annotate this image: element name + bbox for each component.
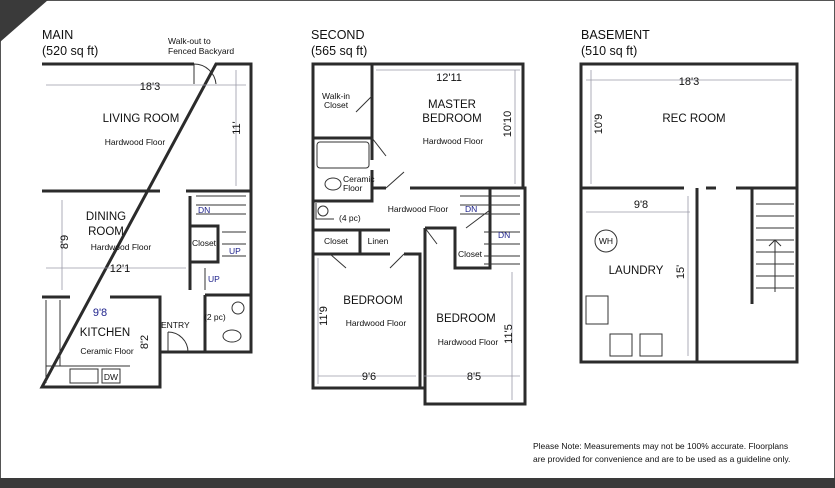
main-closet-label: Closet [191,238,217,248]
kitchen-name: KITCHEN [79,327,131,339]
disclaimer-line2: are provided for convenience and are to be used as a guideline only. [533,454,791,464]
second-closet-a: Closet [323,236,349,246]
bedroom2-floor: Hardwood Floor [437,337,499,347]
second-floor-title: SECOND [311,28,365,42]
rec-depth: 10'9 [593,113,605,135]
water-heater-label: WH [598,236,614,246]
bedroom1-name: BEDROOM [343,295,403,307]
bedroom2-depth: 11'5 [503,324,515,344]
dishwasher-label: DW [103,372,119,382]
bedroom1-floor: Hardwood Floor [345,318,407,328]
laundry-width: 9'8 [633,199,649,211]
backyard-note-line1: Walk-out to [168,36,211,46]
second-stairs-down-2: DN [498,230,511,240]
basement-title: BASEMENT [581,28,650,42]
bath-floor-line2: Floor [343,183,363,193]
master-depth: 10'10 [502,110,514,138]
laundry-name: LAUNDRY [608,265,664,277]
backyard-note-line2: Fenced Backyard [168,46,235,56]
kitchen-depth: 8'2 [139,334,151,350]
powder-room-label: (2 pc) [204,312,226,322]
rec-room-name: REC ROOM [662,113,726,125]
kitchen-width: 9'8 [92,307,108,319]
dining-room-name-line1: DINING [85,211,127,223]
second-stairs-down-1: DN [465,204,478,214]
main-stairs-up-2: UP [208,274,220,284]
living-room-floor: Hardwood Floor [104,137,166,147]
main-floor-area: (520 sq ft) [42,44,99,58]
master-floor: Hardwood Floor [422,136,484,146]
master-width: 12'11 [436,72,462,84]
disclaimer-line1: Please Note: Measurements may not be 100% accurate. Floorplans [533,441,789,451]
dining-depth: 8'9 [59,234,71,250]
rec-width: 18'3 [678,76,700,88]
bedroom1-depth: 11'9 [318,306,330,326]
kitchen-floor: Ceramic Floor [80,346,134,356]
second-closet-b: Closet [457,249,483,259]
master-name-line1: MASTER [428,99,476,111]
master-name-line2: BEDROOM [422,113,482,125]
living-depth: 11' [231,121,243,135]
walkin-closet-line1: Walk-in [322,91,351,101]
laundry-depth: 15' [675,264,687,280]
main-floor-title: MAIN [42,28,74,42]
dining-width: 12'1 [109,263,131,275]
bedroom1-width: 9'6 [361,371,377,383]
second-floor-area: (565 sq ft) [311,44,368,58]
living-room-name: LIVING ROOM [102,113,180,125]
hall-floor: Hardwood Floor [387,204,449,214]
living-width: 18'3 [139,81,161,93]
main-stairs-down: DN [198,205,211,215]
basement-area: (510 sq ft) [581,44,638,58]
bedroom2-width: 8'5 [466,371,482,383]
bath-floor-line1: Ceramic [343,174,375,184]
dining-room-name-line2: ROOM [88,226,124,238]
bottom-bar [0,478,835,488]
dining-room-floor: Hardwood Floor [90,242,152,252]
entry-label: ENTRY [161,320,190,330]
linen-closet: Linen [367,236,389,246]
walkin-closet-line2: Closet [324,100,349,110]
bath-type: (4 pc) [339,213,361,223]
bedroom2-name: BEDROOM [436,313,496,325]
main-stairs-up-1: UP [229,246,241,256]
